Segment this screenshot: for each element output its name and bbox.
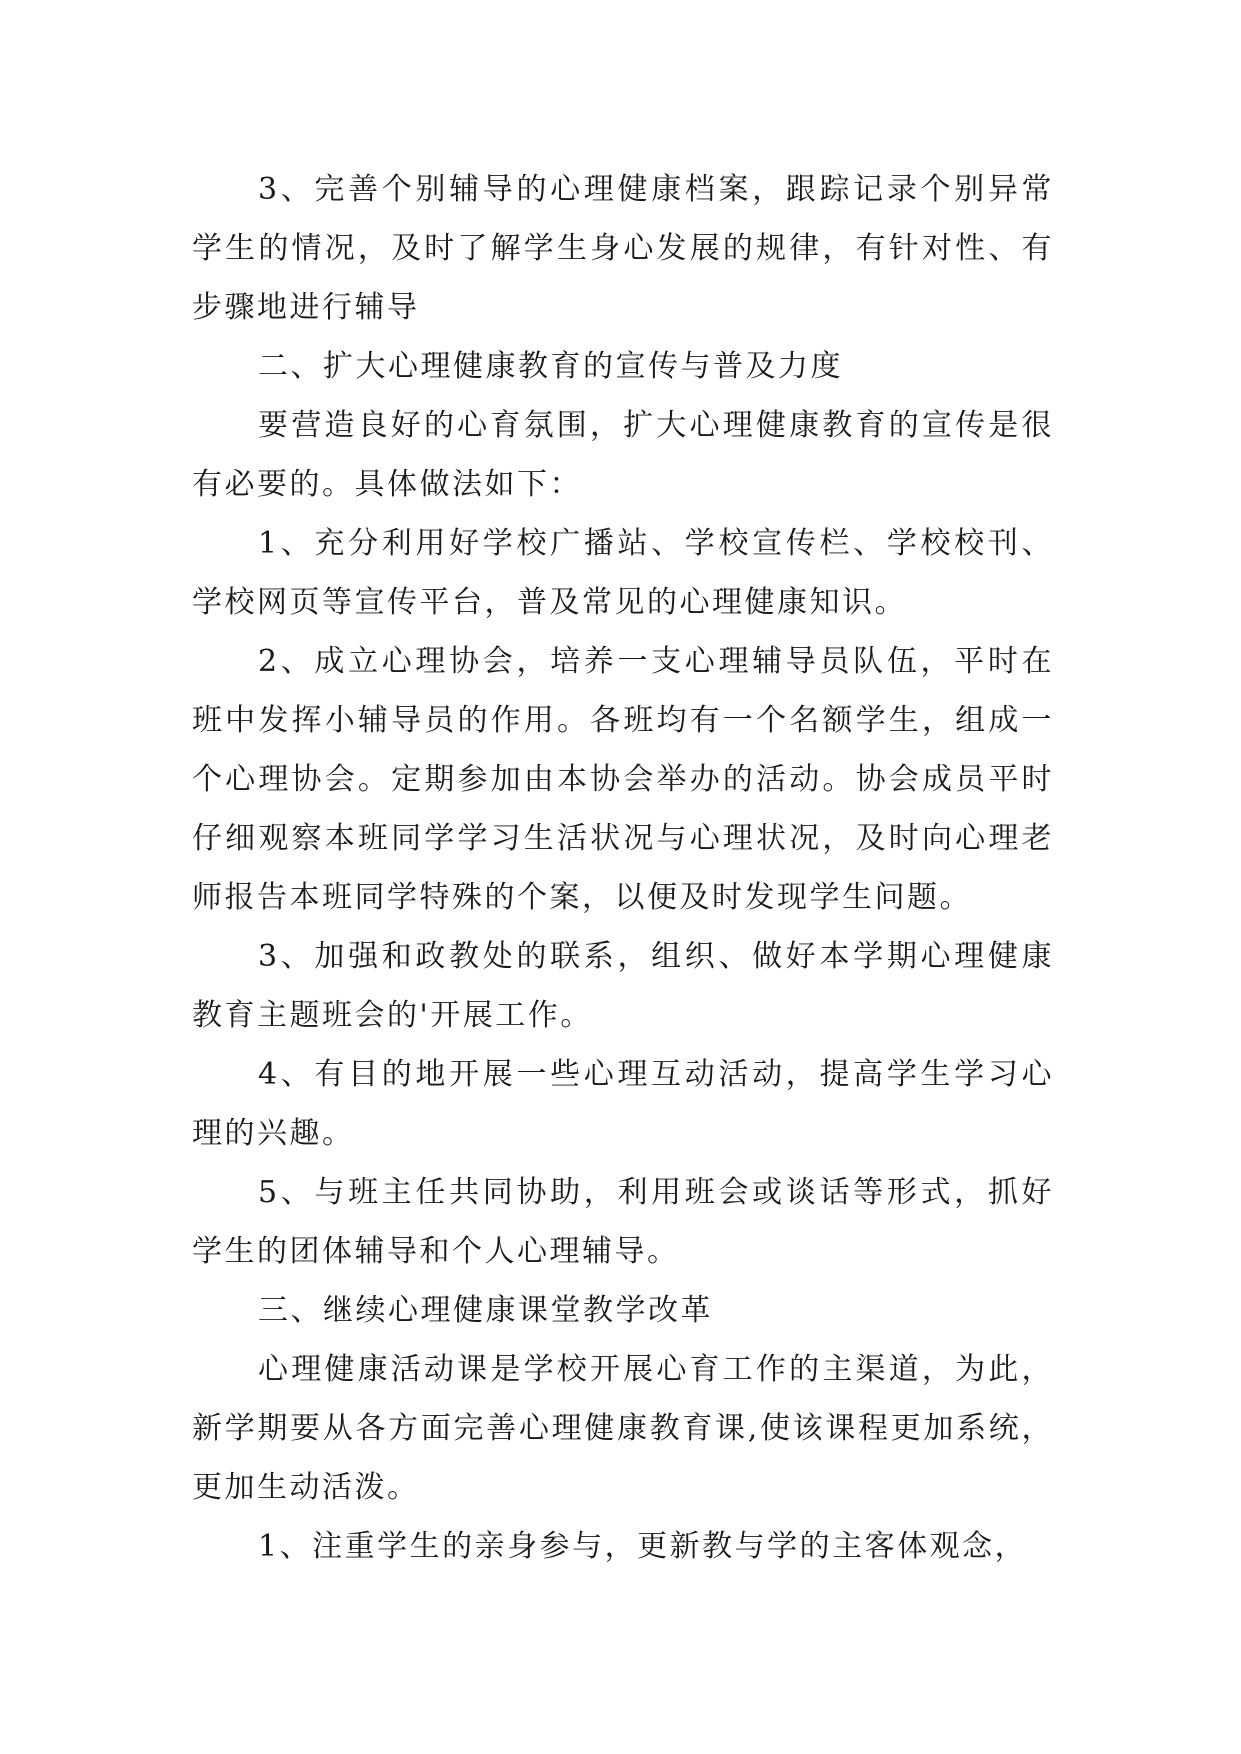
paragraph-item-5-counseling: 5、与班主任共同协助，利用班会或谈话等形式，抓好学生的团体辅导和个人心理辅导。 [192, 1175, 1054, 1269]
document-body [192, 160, 1054, 1576]
paragraph-item-1-participation: 1、注重学生的亲身参与，更新教与学的主客体观念， [258, 1529, 1028, 1564]
paragraph-item-1-platforms: 1、充分利用好学校广播站、学校宣传栏、学校校刊、学校网页等宣传平台，普及常见的心理健康知识。 [192, 526, 1054, 620]
paragraph-item-3-class-meeting: 3、加强和政教处的联系，组织、做好本学期心理健康教育主题班会的'开展工作。 [192, 939, 1054, 1033]
paragraph-item-4-activities: 4、有目的地开展一些心理互动活动，提高学生学习心理的兴趣。 [192, 1057, 1054, 1151]
paragraph-intro-publicity: 要营造良好的心育氛围，扩大心理健康教育的宣传是很有必要的。具体做法如下： [192, 408, 1054, 502]
paragraph-item-2-association: 2、成立心理协会，培养一支心理辅导员队伍，平时在班中发挥小辅导员的作用。各班均有一个名额学生，组成一个心理协会。定期参加由本协会举办的活动。协会成员平时仔细观察本班同学学习生活状况与心理状况，及时向心理老师报告本班同学特殊的个案，以便及时发现学生问题。 [192, 644, 1054, 915]
paragraph-item-3-archive: 3、完善个别辅导的心理健康档案，跟踪记录个别异常学生的情况，及时了解学生身心发展的规律，有针对性、有步骤地进行辅导 [192, 172, 1054, 325]
paragraph-intro-course: 心理健康活动课是学校开展心育工作的主渠道，为此，新学期要从各方面完善心理健康教育课,使该课程更加系统，更加生动活泼。 [192, 1352, 1054, 1505]
section-heading-3: 三、继续心理健康课堂教学改革 [258, 1293, 713, 1328]
section-heading-2: 二、扩大心理健康教育的宣传与普及力度 [258, 349, 843, 384]
